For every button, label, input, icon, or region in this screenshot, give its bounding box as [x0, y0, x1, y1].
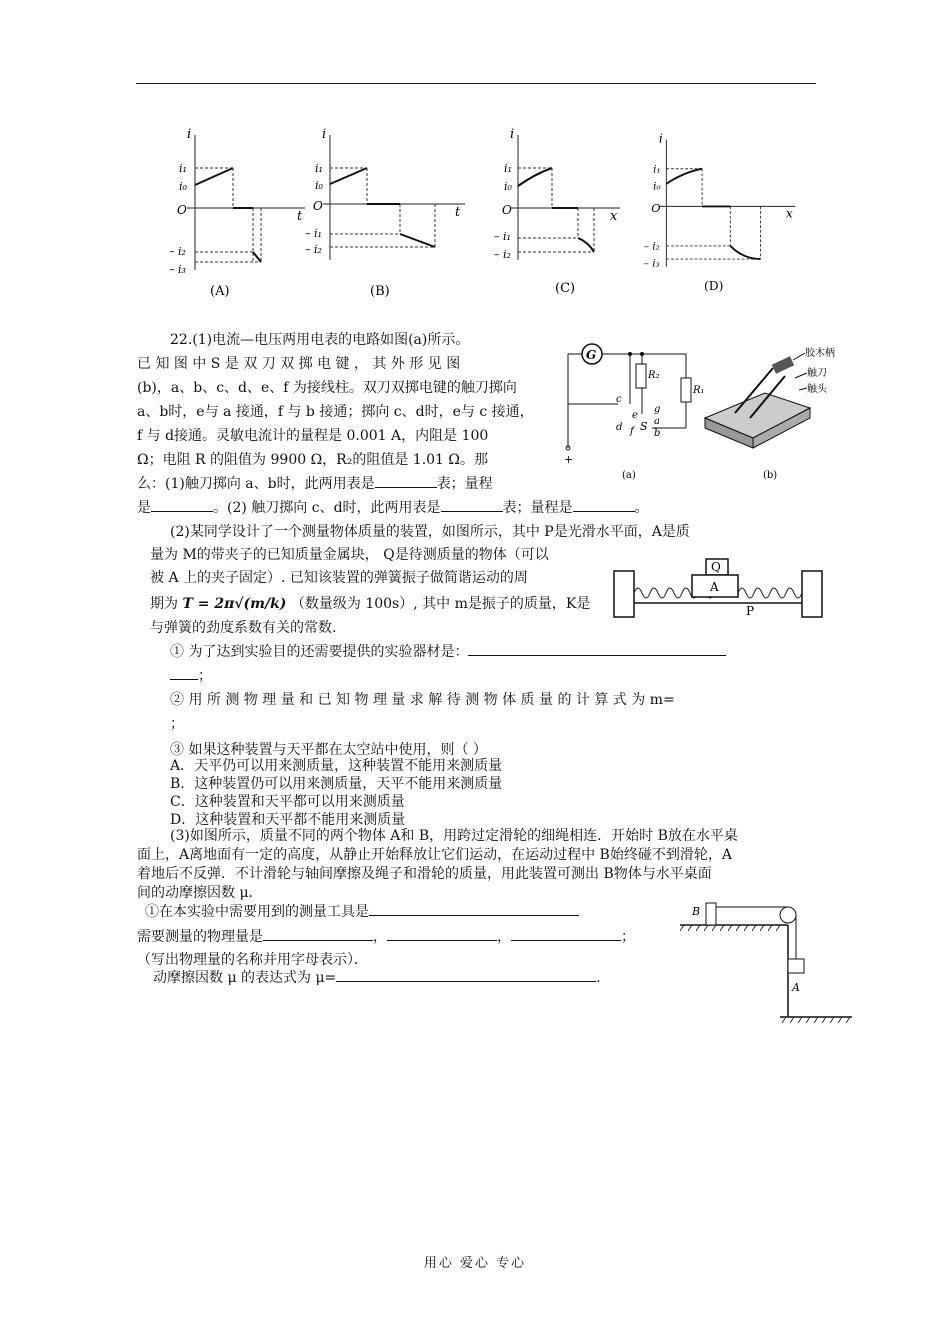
q2-line4: 期为 T = 2π√(m/k) （数量级为 100s）, 其中 m是振子的质量，K是: [150, 596, 591, 612]
graph-d: [640, 120, 800, 305]
graph-a-caption: (A): [210, 284, 230, 299]
svg-text:i: i: [658, 131, 663, 146]
figure-a-circuit: [556, 338, 706, 483]
graph-d-plot: [640, 120, 800, 305]
svg-text:– i₁: – i₁: [305, 227, 322, 240]
svg-text:i₁: i₁: [653, 163, 661, 176]
svg-text:e: e: [632, 410, 638, 421]
q22-line6: Ω；电阻 R 的阻值为 9900 Ω，R₂的阻值是 1.01 Ω。那: [137, 452, 489, 468]
graph-a-plot: [165, 120, 325, 305]
svg-text:i₀: i₀: [653, 180, 661, 193]
svg-text:(b): (b): [763, 470, 778, 481]
graph-b: [305, 120, 465, 305]
svg-text:f: f: [630, 426, 634, 437]
q2-line2: 量为 M的带夹子的已知质量金属块， Q是待测质量的物体（可以: [150, 547, 549, 563]
svg-text:S: S: [640, 420, 648, 433]
page-footer: 用心 爱心 专心: [423, 1256, 527, 1271]
q2-item2: ② 用 所 测 物 理 量 和 已 知 物 理 量 求 解 待 测 物 体 质 量 的 计 算 式 为 m=: [170, 692, 675, 708]
q22-line8: 是 。(2) 触刀掷向 c、d时，此两用表是 表；量程是 。: [137, 496, 817, 520]
svg-text:R₁: R₁: [693, 385, 705, 396]
q3-answer2: 需要测量的物理量是 ， ， ；: [137, 925, 817, 949]
q3-answer4: 动摩擦因数 μ 的表达式为 μ= ．: [153, 966, 833, 990]
q2-line3: 被 A 上的夹子固定）. 已知该装置的弹簧振子做简谐运动的周: [150, 570, 528, 586]
figure-b-switch: [695, 338, 845, 483]
q22-line7: 么：(1)触刀掷向 a、b时，此两用表是 表；量程: [137, 472, 817, 496]
figure-pulley: [680, 895, 855, 1030]
svg-text:+: +: [564, 453, 574, 466]
q2-option-b: B．这种装置仍可以用来测质量，天平不能用来测质量: [170, 776, 503, 792]
q2-option-c: C．这种装置和天平都可以用来测质量: [170, 794, 405, 810]
blank-equipment-cont[interactable]: [170, 665, 198, 680]
blank-meter-type-1[interactable]: [375, 473, 437, 488]
svg-text:O: O: [313, 199, 323, 213]
q2-item3: ③ 如果这种装置与天平都在太空站中使用，则（ ）: [170, 742, 487, 758]
graph-a-yaxis: i: [187, 127, 192, 142]
blank-equipment[interactable]: [468, 641, 726, 656]
q22-line1: 22.(1)电流—电压两用电表的电路如图(a)所示。: [170, 332, 470, 348]
svg-text:– i₃: – i₃: [169, 263, 186, 276]
svg-text:R₂: R₂: [648, 370, 660, 381]
svg-text:– i₁: – i₁: [494, 230, 511, 243]
q3-line4: 间的动摩擦因数 μ．: [137, 885, 263, 901]
q2-line5: 与弹簧的劲度系数有关的常数.: [150, 620, 337, 636]
blank-meter-type-2[interactable]: [441, 497, 503, 512]
period-formula: T = 2π√(m/k): [182, 596, 287, 612]
graph-c-plot: [490, 120, 650, 305]
q22-line3: (b)，a、b、c、d、e、f 为接线柱。双刀双掷电键的触刀掷向: [137, 380, 517, 396]
svg-text:b: b: [654, 428, 661, 439]
q3-line1: (3)如图所示，质量不同的两个物体 A和 B，用跨过定滑轮的细绳相连．开始时 B放在水平桌: [170, 828, 738, 844]
q3-answer3: （写出物理量的名称并用字母表示）．: [137, 952, 368, 968]
svg-text:x: x: [785, 206, 793, 221]
svg-text:(D): (D): [704, 279, 724, 294]
svg-text:Q: Q: [711, 560, 721, 574]
svg-text:– i₃: – i₃: [643, 257, 660, 270]
svg-text:B: B: [692, 905, 701, 918]
q3-answer1: ①在本实验中需要用到的测量工具是: [145, 900, 825, 924]
q22-line5: f 与 d接通。灵敏电流计的量程是 0.001 A，内阻是 100: [137, 428, 489, 444]
svg-text:a: a: [654, 416, 660, 427]
svg-text:i₁: i₁: [315, 162, 323, 175]
blank-range-2[interactable]: [573, 497, 635, 512]
svg-text:i₁: i₁: [179, 162, 187, 175]
svg-text:触头: 触头: [807, 384, 827, 395]
blank-quantity-3[interactable]: [511, 926, 621, 941]
svg-text:触刀: 触刀: [807, 368, 827, 379]
svg-text:A: A: [710, 580, 719, 594]
q3-line3: 着地后不反弹．不计滑轮与轴间摩擦及绳子和滑轮的质量，用此装置可测出 B物体与水平桌面: [137, 866, 712, 882]
svg-text:O: O: [177, 203, 187, 217]
svg-text:c: c: [616, 394, 622, 405]
svg-text:(B): (B): [370, 284, 390, 299]
svg-text:胶木柄: 胶木柄: [805, 348, 835, 359]
graph-b-plot: [305, 120, 465, 305]
svg-text:O: O: [502, 203, 512, 217]
header-rule: [136, 83, 816, 84]
svg-text:G: G: [586, 348, 597, 362]
svg-text:d: d: [616, 422, 623, 433]
q2-item1-cont: ；: [170, 664, 850, 688]
q2-item2-cont: ；: [170, 716, 184, 732]
svg-text:A: A: [792, 981, 800, 994]
svg-text:– i₂: – i₂: [643, 240, 660, 253]
blank-range-1[interactable]: [151, 497, 213, 512]
q3-line2: 面上，A离地面有一定的高度，从静止开始释放让它们运动，在运动过程中 B始终碰不到滑轮，A: [137, 847, 732, 863]
graph-a-xaxis: t: [297, 209, 303, 224]
svg-text:i: i: [322, 127, 327, 142]
svg-text:(C): (C): [555, 281, 576, 296]
svg-text:O: O: [651, 202, 661, 216]
q22-line2: 已 知 图 中 S 是 双 刀 双 掷 电 键 ， 其 外 形 见 图: [137, 356, 461, 372]
svg-text:g: g: [654, 404, 661, 415]
svg-text:P: P: [746, 604, 755, 618]
blank-quantity-1[interactable]: [263, 926, 373, 941]
svg-text:i₁: i₁: [504, 162, 512, 175]
svg-text:– i₂: – i₂: [305, 243, 322, 256]
graph-a: [165, 120, 325, 305]
figure-spring-oscillator: [612, 553, 827, 623]
svg-text:t: t: [455, 205, 461, 220]
q2-option-d: D．这种装置和天平都不能用来测质量: [170, 812, 406, 828]
q2-item1: ① 为了达到实验目的还需要提供的实验器材是：: [170, 640, 850, 664]
svg-text:(a): (a): [622, 470, 636, 481]
blank-quantity-2[interactable]: [387, 926, 497, 941]
blank-mu-expression[interactable]: [336, 967, 596, 982]
svg-text:i₀: i₀: [504, 180, 512, 193]
blank-tools[interactable]: [369, 901, 579, 916]
q22-line4: a、b时，e与 a 接通，f 与 b 接通；掷向 c、d时，e与 c 接通，: [137, 404, 534, 420]
svg-text:– i₂: – i₂: [169, 245, 186, 258]
svg-text:i: i: [510, 127, 515, 142]
q2-option-a: A．天平仍可以用来测质量，这种装置不能用来测质量: [170, 758, 503, 774]
svg-text:– i₂: – i₂: [494, 248, 511, 261]
svg-text:i₀: i₀: [315, 179, 323, 192]
graph-c: [490, 120, 650, 305]
svg-text:x: x: [610, 209, 618, 224]
svg-text:i₀: i₀: [179, 180, 187, 193]
q2-line1: (2)某同学设计了一个测量物体质量的装置，如图所示，其中 P是光滑水平面，A是质: [170, 524, 690, 540]
